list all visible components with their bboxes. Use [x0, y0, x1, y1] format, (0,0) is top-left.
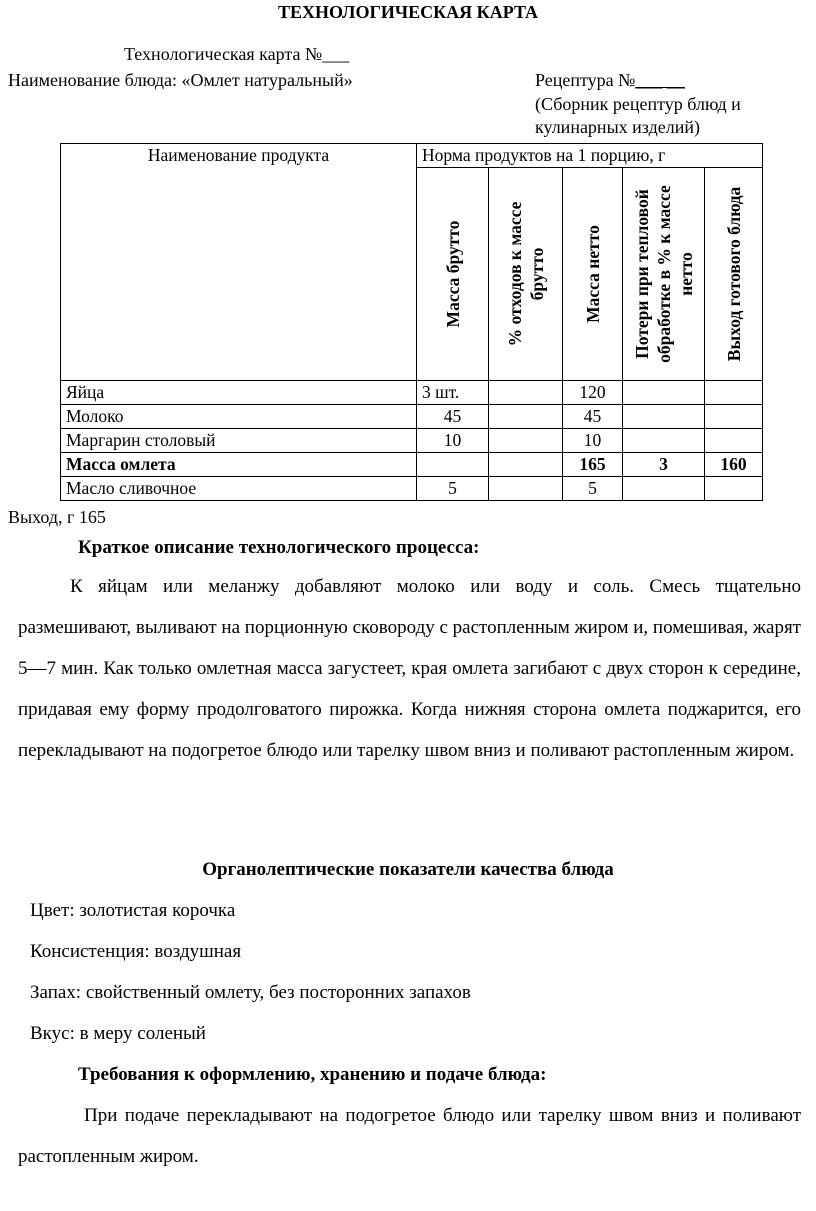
- cell-waste: [489, 405, 563, 429]
- table-header-row: [61, 144, 763, 168]
- cell-loss: [623, 405, 705, 429]
- table-row: [61, 477, 763, 501]
- quality-consistency: Консистенция: воздушная: [30, 941, 242, 962]
- cell-yield: [705, 381, 763, 405]
- recipe-number-line: [535, 70, 685, 91]
- quality-heading: Органолептические показатели качества блюда: [202, 859, 614, 880]
- serving-text: При подаче перекладывают на подогретое блюдо или тарелку швом вниз и поливают растопленным жиром.: [18, 1105, 801, 1167]
- cell-yield: 160: [705, 453, 763, 477]
- document-title: ТЕХНОЛОГИЧЕСКАЯ КАРТА: [277, 2, 539, 22]
- cell-gross: 3 шт.: [417, 381, 489, 405]
- cell-product: Масло сливочное: [61, 477, 417, 501]
- dish-name: Наименование блюда: «Омлет натуральный»: [8, 70, 353, 90]
- cell-product: Яйца: [61, 381, 417, 405]
- cell-yield: [705, 405, 763, 429]
- cell-loss: [623, 381, 705, 405]
- cell-waste: [489, 477, 563, 501]
- quality-taste: Вкус: в меру соленый: [30, 1023, 206, 1044]
- cell-gross: [417, 453, 489, 477]
- cell-net: 45: [563, 405, 623, 429]
- cell-loss: [623, 477, 705, 501]
- process-heading: Краткое описание технологического процесса:: [78, 537, 480, 558]
- output-line: Выход, г 165: [8, 507, 106, 527]
- cell-product: Молоко: [61, 405, 417, 429]
- subheader-waste-percent: % отходов к массе брутто: [489, 168, 563, 381]
- recipe-label: Рецептура №: [535, 70, 636, 90]
- process-text: К яйцам или меланжу добавляют молоко или воду и соль. Смесь тщательно размешивают, выливают на порционную сковороду с растопленным жиром и, помешивая, жарят 5—7 мин. Как только омлетная масса загустеет, края омлета загибают с двух сторон к середине, придавая ему форму продолговатого пирожка. Когда нижняя сторона омлета поджарится, его перекладывают на подогретое блюдо или тарелку швом вниз и поливают растопленным жиром.: [18, 576, 801, 761]
- cell-product: Масса омлета: [61, 453, 417, 477]
- subheader-gross-mass: Масса брутто: [417, 168, 489, 381]
- table-row: [61, 381, 763, 405]
- cell-gross: 5: [417, 477, 489, 501]
- recipe-blank: ___ __: [635, 70, 685, 90]
- cell-waste: [489, 381, 563, 405]
- cell-gross: 45: [417, 405, 489, 429]
- cell-waste: [489, 429, 563, 453]
- cell-product: Маргарин столовый: [61, 429, 417, 453]
- cell-loss: 3: [623, 453, 705, 477]
- serving-description: [18, 1095, 801, 1177]
- table-row: [61, 453, 763, 477]
- serving-heading: Требования к оформлению, хранению и подаче блюда:: [78, 1064, 547, 1085]
- cell-yield: [705, 477, 763, 501]
- recipe-source-line-1: (Сборник рецептур блюд и: [535, 94, 741, 114]
- cell-gross: 10: [417, 429, 489, 453]
- cell-yield: [705, 429, 763, 453]
- subheader-net-mass: Масса нетто: [563, 168, 623, 381]
- cell-net: 120: [563, 381, 623, 405]
- cell-net: 10: [563, 429, 623, 453]
- cell-net: 165: [563, 453, 623, 477]
- table-row: [61, 429, 763, 453]
- card-number-blank: ___: [322, 44, 350, 64]
- header-product-name: Наименование продукта: [61, 144, 417, 381]
- quality-color: Цвет: золотистая корочка: [30, 900, 236, 921]
- subheader-heat-loss: Потери при тепловой обработке в % к массе нетто: [623, 168, 705, 381]
- table-row: [61, 405, 763, 429]
- header-norm: Норма продуктов на 1 порцию, г: [417, 144, 763, 168]
- cell-waste: [489, 453, 563, 477]
- card-number-label: Технологическая карта №: [124, 44, 323, 64]
- recipe-source-line-2: кулинарных изделий): [535, 117, 700, 137]
- cell-net: 5: [563, 477, 623, 501]
- process-description: [18, 566, 801, 771]
- recipe-table: [60, 143, 763, 501]
- quality-smell: Запах: свойственный омлету, без посторонних запахов: [30, 982, 471, 1003]
- cell-loss: [623, 429, 705, 453]
- subheader-dish-yield: Выход готового блюда: [705, 168, 763, 381]
- card-number-line: [124, 44, 349, 65]
